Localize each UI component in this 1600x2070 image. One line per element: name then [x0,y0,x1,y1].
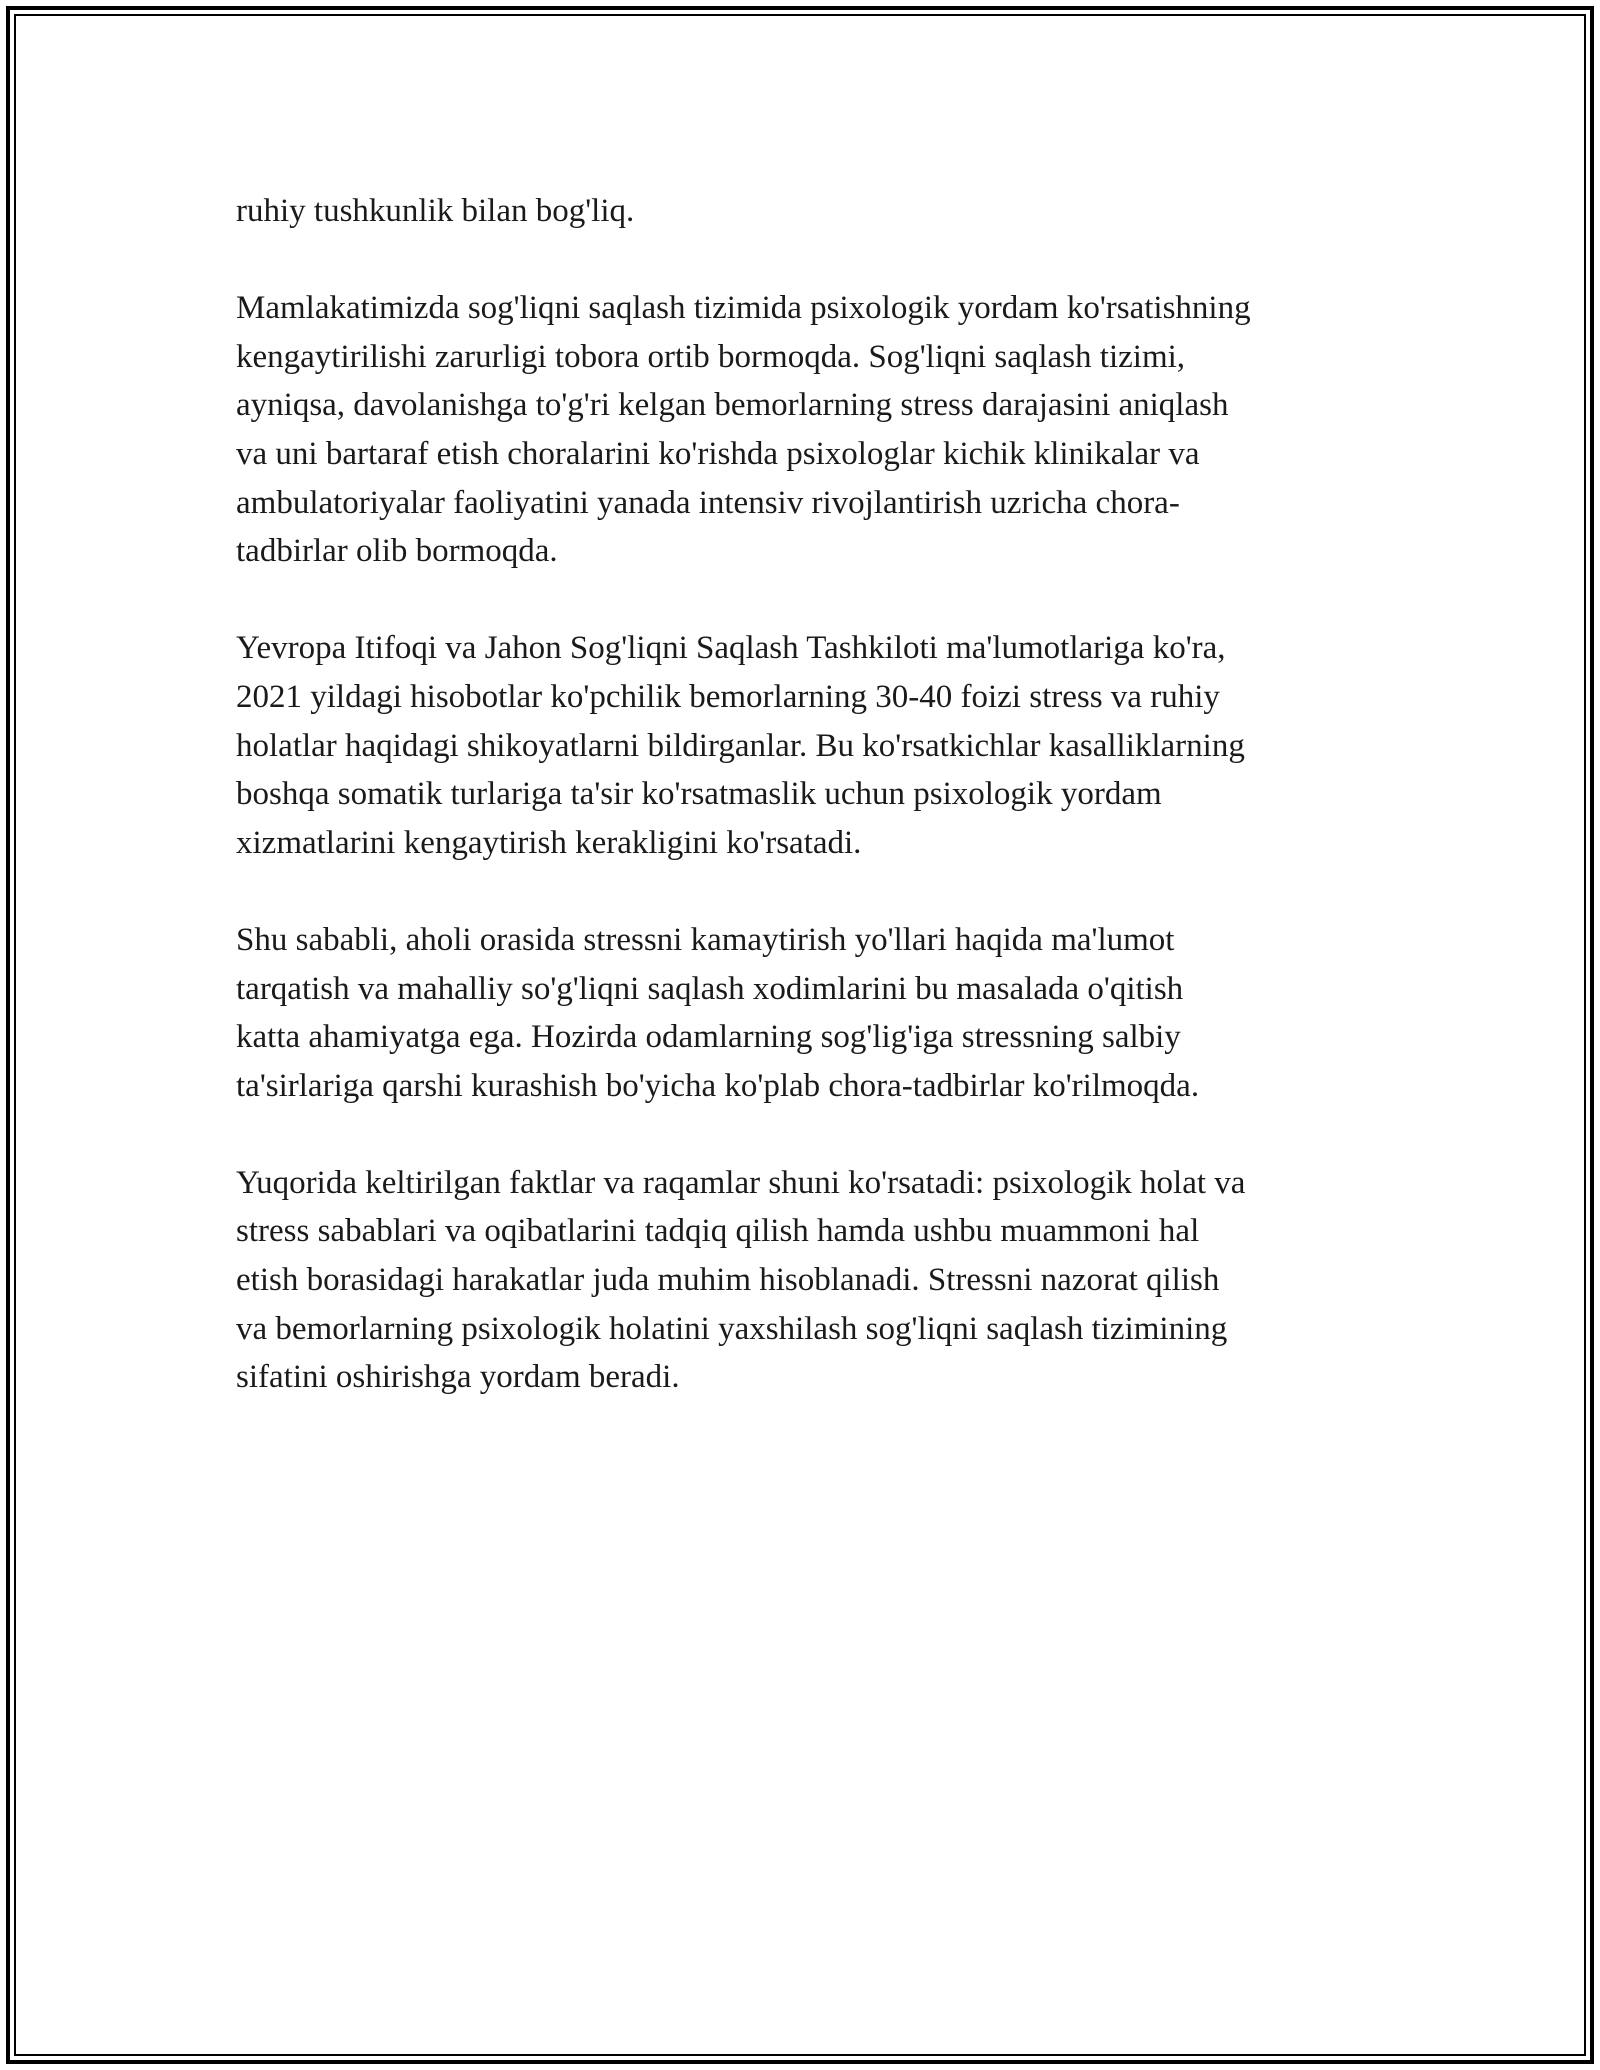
text-line: xizmatlarini kengaytirish kerakligini ko'rsatadi. [236,824,862,861]
text-line: Yevropa Itifoqi va Jahon Sog'liqni Saqlash Tashkiloti ma'lumotlariga ko'ra, [236,630,1226,667]
text-line: ayniqsa, davolanishga to'g'ri kelgan bemorlarning stress darajasini aniqlash [236,387,1229,424]
text-line: holatlar haqidagi shikoyatlarni bildirganlar. Bu ko'rsatkichlar kasalliklarning [236,727,1245,764]
text-line: 2021 yildagi hisobotlar ko'pchilik bemorlarning 30-40 foizi stress va ruhiy [236,678,1220,715]
text-line: ta'sirlariga qarshi kurashish bo'yicha ko'plab chora-tadbirlar ko'rilmoqda. [236,1067,1200,1104]
text-line: tarqatish va mahalliy so'g'liqni saqlash xodimlarini bu masalada o'qitish [236,970,1184,1007]
paragraph [236,284,1376,576]
text-line: etish borasidagi harakatlar juda muhim hisoblanadi. Stressni nazorat qilish [236,1262,1220,1299]
text-line: katta ahamiyatga ega. Hozirda odamlarning sog'lig'iga stressning salbiy [236,1019,1181,1056]
text-line: Yuqorida keltirilgan faktlar va raqamlar shuni ko'rsatadi: psixologik holat va [236,1164,1246,1201]
text-line: sifatini oshirishga yordam beradi. [236,1359,680,1396]
text-line: Mamlakatimizda sog'liqni saqlash tizimida psixologik yordam ko'rsatishning [236,290,1251,327]
text-line: va bemorlarning psixologik holatini yaxshilash sog'liqni saqlash tizimining [236,1310,1228,1347]
paragraph [236,187,1376,236]
text-line: ambulatoriyalar faoliyatini yanada intensiv rivojlantirish uzricha chora- [236,484,1180,521]
paragraph [236,916,1376,1110]
text-line: boshqa somatik turlariga ta'sir ko'rsatmaslik uchun psixologik yordam [236,776,1162,813]
paragraph [236,1159,1376,1402]
text-line: va uni bartaraf etish choralarini ko'rishda psixologlar kichik klinikalar va [236,435,1200,472]
text-line: tadbirlar olib bormoqda. [236,533,558,570]
text-line: stress sabablari va oqibatlarini tadqiq qilish hamda ushbu muammoni hal [236,1213,1200,1250]
text-line: Shu sababli, aholi orasida stressni kamaytirish yo'llari haqida ma'lumot [236,921,1175,958]
paragraph [236,624,1376,867]
text-line: ruhiy tushkunlik bilan bog'liq. [236,193,635,229]
document-body [236,187,1376,1450]
text-line: kengaytirilishi zarurligi tobora ortib bormoqda. Sog'liqni saqlash tizimi, [236,338,1186,375]
